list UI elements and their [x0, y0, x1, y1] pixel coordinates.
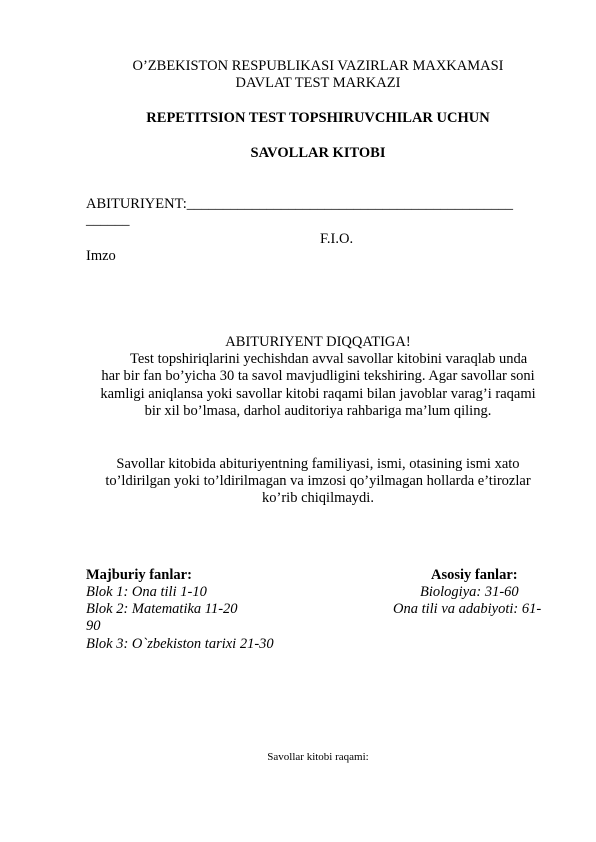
notice-p1-line1: Test topshiriqlarini yechishdan avval savollar kitobini varaqlab unda	[130, 351, 528, 367]
notice-p2-line3: ko’rib chiqilmaydi.	[262, 490, 374, 506]
header-ministry: O’ZBEKISTON RESPUBLIKASI VAZIRLAR MAXKAMASI	[132, 58, 504, 74]
notice-p1-line3: kamligi aniqlansa yoki savollar kitobi raqami bilan javoblar varag’i raqami	[100, 386, 536, 402]
header-center: DAVLAT TEST MARKAZI	[235, 75, 401, 91]
main-subject-1: Biologiya: 31-60	[420, 584, 519, 600]
notice-p2-line2: to’ldirilgan yoki to’ldirilmagan va imzosi qo’yilmagan hollarda e’tirozlar	[105, 473, 531, 489]
header-title-1: REPETITSION TEST TOPSHIRUVCHILAR UCHUN	[146, 110, 490, 126]
block-1: Blok 1: Ona tili 1-10	[86, 584, 207, 600]
book-number-label: Savollar kitobi raqami:	[267, 751, 369, 763]
applicant-line-tail: ______	[86, 212, 130, 228]
block-2: Blok 2: Matematika 11-20	[86, 601, 238, 617]
fio-label: F.I.O.	[320, 231, 354, 247]
block-2-tail: 90	[86, 618, 101, 634]
applicant-label: ABITURIYENT:	[86, 196, 187, 212]
applicant-line: _____________________________________________	[186, 196, 514, 212]
mandatory-subjects-heading: Majburiy fanlar:	[86, 567, 192, 583]
main-subject-2: Ona tili va adabiyoti: 61-	[393, 601, 542, 617]
main-subjects-heading: Asosiy fanlar:	[431, 567, 518, 583]
applicant-field	[86, 196, 513, 213]
signature-label: Imzo	[86, 248, 116, 264]
header-title-2: SAVOLLAR KITOBI	[250, 145, 386, 161]
notice-p1-line4: bir xil bo’lmasa, darhol auditoriya rahbariga ma’lum qiling.	[144, 403, 492, 419]
block-3: Blok 3: O`zbekiston tarixi 21-30	[86, 636, 274, 652]
notice-heading: ABITURIYENT DIQQATIGA!	[225, 334, 411, 350]
notice-p2-line1: Savollar kitobida abituriyentning familiyasi, ismi, otasining ismi xato	[116, 456, 520, 472]
notice-p1-line2: har bir fan bo’yicha 30 ta savol mavjudligini tekshiring. Agar savollar soni	[101, 368, 535, 384]
